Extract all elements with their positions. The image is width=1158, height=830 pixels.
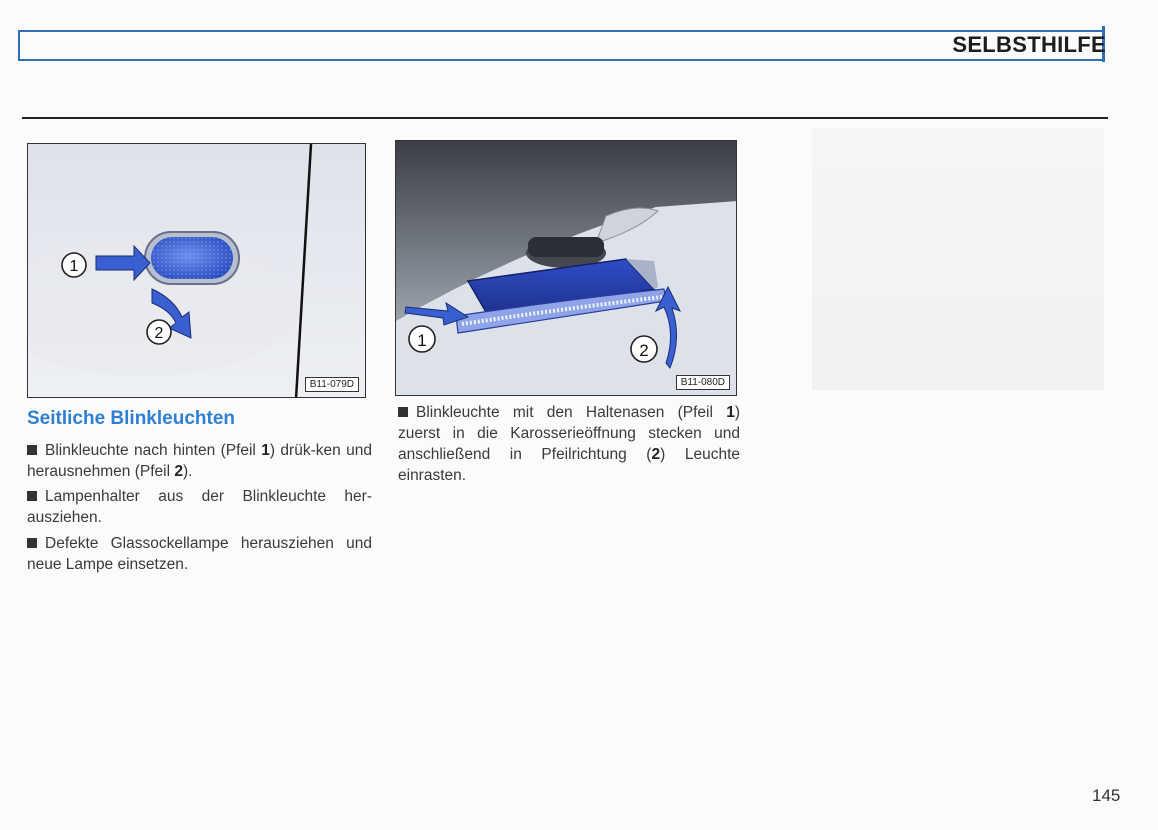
step-text: ) Leuchte einrasten.: [398, 446, 740, 484]
step-reinsert-indicator: [398, 402, 740, 486]
header-band: [18, 30, 1102, 61]
callout-2-label: 2: [154, 325, 164, 342]
page-number: 145: [1092, 786, 1121, 805]
callout-1: [62, 253, 86, 277]
figure-code: B11-079D: [305, 377, 359, 392]
bullet-square: [27, 538, 37, 548]
bullet-square: [27, 491, 37, 501]
callout-1: [409, 326, 435, 352]
step-text: ).: [182, 463, 193, 480]
callout-2-label: 2: [639, 341, 649, 360]
step-text: Lampenhalter aus der Blinkleuchte her-ausziehen.: [27, 488, 372, 526]
step-text: ) zuerst in die Karosserieöffnung stecken und anschließend in Pfeilrichtung (: [398, 404, 740, 463]
section-title: SELBSTHILFE: [952, 32, 1106, 57]
step-ref: 1: [726, 404, 735, 421]
step-replace-lamp: [27, 533, 372, 575]
callout-1-label: 1: [417, 331, 427, 350]
callout-2: [147, 320, 171, 344]
step-text: Defekte Glassockellampe herausziehen und neue Lampe einsetzen.: [27, 535, 372, 573]
figure-side-indicator: [27, 143, 366, 398]
step-ref: 2: [174, 463, 183, 480]
figure-insert-indicator: [395, 140, 737, 396]
side-indicator-illustration: [28, 144, 366, 398]
bullet-square: [27, 445, 37, 455]
callout-2: [631, 336, 657, 362]
indicator-lamp: [145, 232, 239, 284]
bleed-through-area: [812, 128, 1104, 390]
step-text: ) drük-ken und herausnehmen (Pfeil: [27, 442, 372, 480]
step-pull-holder: [27, 486, 372, 528]
figure-code: B11-080D: [676, 375, 730, 390]
step-text: Blinkleuchte nach hinten (Pfeil: [45, 442, 262, 459]
callout-1-label: 1: [69, 258, 79, 275]
step-remove-indicator: [27, 440, 372, 482]
step-text: Blinkleuchte mit den Haltenasen (Pfeil: [416, 404, 727, 421]
section-heading: Seitliche Blinkleuchten: [27, 408, 235, 429]
step-ref: 2: [651, 446, 661, 463]
bullet-square: [398, 407, 408, 417]
step-ref: 1: [261, 442, 270, 459]
horizontal-rule: [22, 117, 1108, 119]
insert-indicator-illustration: [396, 141, 737, 396]
